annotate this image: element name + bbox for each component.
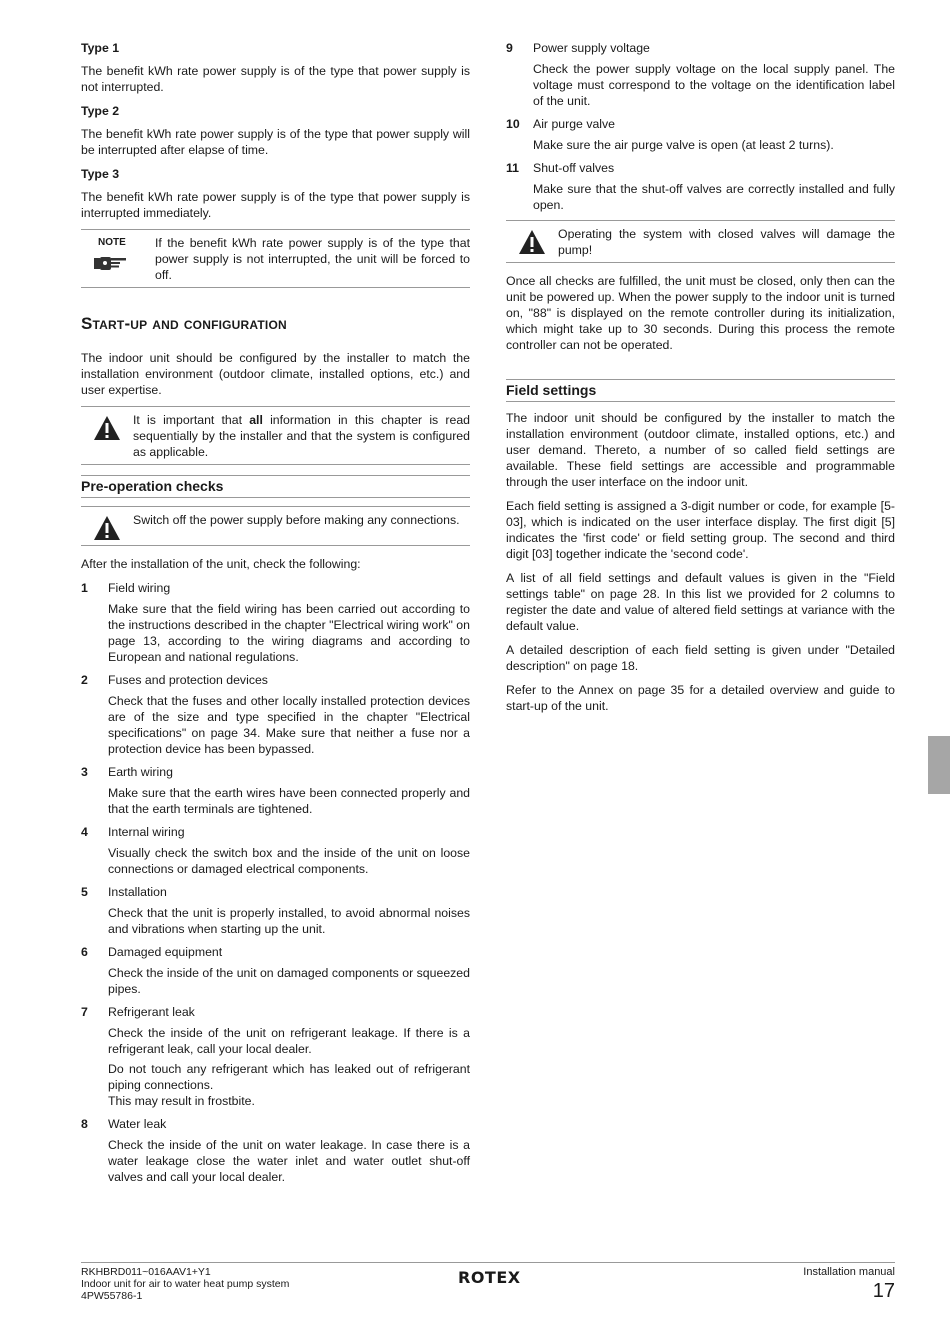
check-text: Visually check the switch box and the inside of the unit on loose connections or damaged electrical components.	[108, 846, 470, 876]
check-number: 9	[506, 41, 513, 55]
warning-text: Switch off the power supply before making any connections.	[133, 513, 460, 527]
check-list-right	[506, 40, 895, 213]
rotex-logo: ROTEX	[458, 1268, 521, 1287]
footer-divider	[81, 1262, 895, 1263]
type-2	[81, 103, 470, 158]
type-text: The benefit kWh rate power supply is of the type that power supply is not interrupted.	[81, 64, 470, 94]
check-text-extra: Do not touch any refrigerant which has leaked out of refrigerant piping connections.	[108, 1062, 470, 1092]
check-item	[506, 160, 895, 213]
footer-description: Indoor unit for air to water heat pump system	[81, 1278, 290, 1290]
warning-icon-cell	[81, 412, 133, 460]
type-title: Type 3	[81, 167, 120, 181]
check-title: Air purge valve	[533, 117, 616, 131]
check-title: Shut-off valves	[533, 161, 615, 175]
check-item	[81, 884, 470, 937]
check-title: Internal wiring	[108, 825, 185, 839]
check-number: 2	[81, 673, 88, 687]
warning-text-pre: It is important that	[133, 413, 250, 427]
check-title: Installation	[108, 885, 167, 899]
field-paragraph: Refer to the Annex on page 35 for a detailed overview and guide to start-up of the unit.	[506, 683, 895, 713]
check-title: Power supply voltage	[533, 41, 650, 55]
check-number: 8	[81, 1117, 88, 1131]
footer-left	[81, 1266, 289, 1302]
check-item	[506, 116, 895, 153]
check-item	[506, 40, 895, 109]
note-label: NOTE	[98, 237, 126, 248]
check-number: 4	[81, 825, 88, 839]
warning-icon-cell	[81, 512, 133, 541]
type-text: The benefit kWh rate power supply is of the type that power supply will be interrupted after elapse of time.	[81, 127, 470, 157]
check-item	[81, 1004, 470, 1109]
check-text: Make sure that the field wiring has been carried out according to the instructions described in the chapter "Electrical wiring work" on page 13, according to the wiring diagrams and according to European and national regulations.	[108, 602, 470, 664]
page-number: 17	[872, 1280, 895, 1302]
warning-text	[133, 412, 470, 460]
footer-model: RKHBRD011~016AAV1+Y1	[81, 1266, 211, 1278]
check-title: Fuses and protection devices	[108, 673, 268, 687]
check-number: 6	[81, 945, 88, 959]
footer-manual: Installation manual	[803, 1266, 895, 1278]
warning-callout-switch-off	[81, 506, 470, 546]
check-text: Check the power supply voltage on the local supply panel. The voltage must correspond to the voltage on the identification label of the unit.	[533, 62, 895, 108]
after-checks-text: Once all checks are fulfilled, the unit must be closed, only then can the unit be powered up. When the power supply to the indoor unit is turned on, "88" is displayed on the remote controller during its initialization, which might take up to 30 seconds. During this process the remote controller can not be operated.	[506, 274, 895, 352]
check-text: Check that the fuses and other locally installed protection devices are of the size and type specified in the chapter "Electrical specifications" on page 34. Make sure that neither a fuse nor a protection device has been bypassed.	[108, 694, 470, 756]
field-paragraph: Each field setting is assigned a 3-digit number or code, for example [5-03], which is indicated on the user interface display. The first digit [5] indicates the 'first code' or field setting group. The second and third digit [03] together indicate the 'second code'.	[506, 499, 895, 561]
check-text: Check the inside of the unit on damaged components or squeezed pipes.	[108, 966, 470, 996]
check-item	[81, 672, 470, 757]
check-number: 11	[506, 161, 519, 175]
warning-text-bold: all	[249, 413, 263, 427]
check-title: Water leak	[108, 1117, 167, 1131]
type-text: The benefit kWh rate power supply is of the type that power supply is interrupted immediately.	[81, 190, 470, 220]
check-text: Make sure the air purge valve is open (at least 2 turns).	[533, 138, 834, 152]
check-number: 3	[81, 765, 88, 779]
check-item	[81, 1116, 470, 1185]
check-number: 5	[81, 885, 88, 899]
check-item	[81, 764, 470, 817]
section-title-startup: Start-up and configuration	[81, 314, 287, 333]
check-number: 1	[81, 581, 88, 595]
warning-text: Operating the system with closed valves will damage the pump!	[558, 227, 895, 257]
check-text: Check the inside of the unit on refrigerant leakage. If there is a refrigerant leak, call your local dealer.	[108, 1026, 470, 1056]
check-title: Damaged equipment	[108, 945, 223, 959]
subsection-title-preop: Pre-operation checks	[81, 475, 470, 498]
note-icon-cell	[81, 235, 155, 283]
check-list-left	[81, 580, 470, 1185]
warning-icon	[93, 415, 121, 441]
right-column	[506, 40, 895, 722]
warning-icon	[93, 515, 121, 541]
pointing-hand-icon	[94, 255, 128, 271]
warning-text-post: information in this chapter is read sequentially by the installer and that the system is configured as applicable.	[133, 413, 470, 459]
check-item	[81, 580, 470, 665]
footer-right	[803, 1266, 895, 1302]
note-callout	[81, 229, 470, 288]
check-item	[81, 944, 470, 997]
subsection-title-field-settings: Field settings	[506, 379, 895, 402]
check-number: 7	[81, 1005, 88, 1019]
check-text-extra: This may result in frostbite.	[108, 1094, 255, 1108]
check-text: Make sure that the earth wires have been connected properly and that the earth terminals are tightened.	[108, 786, 470, 816]
check-text: Check that the unit is properly installed, to avoid abnormal noises and vibrations when starting up the unit.	[108, 906, 470, 936]
check-title: Earth wiring	[108, 765, 173, 779]
type-title: Type 2	[81, 104, 120, 118]
left-column	[81, 40, 470, 1192]
type-3	[81, 166, 470, 221]
type-title: Type 1	[81, 41, 120, 55]
note-text: If the benefit kWh rate power supply is of the type that power supply is not interrupted, the unit will be forced to off.	[155, 236, 470, 282]
field-paragraph: A detailed description of each field setting is given under "Detailed description" on page 18.	[506, 643, 895, 673]
check-number: 10	[506, 117, 520, 131]
check-title: Refrigerant leak	[108, 1005, 195, 1019]
side-tab-marker	[928, 736, 950, 794]
type-1	[81, 40, 470, 95]
field-paragraph: The indoor unit should be configured by the installer to match the installation environment (outdoor climate, installed options, etc.) and user demand. Thereto, a number of so called field settings are available. These field settings are accessible and programmable through the user interface on the indoor unit.	[506, 411, 895, 489]
footer-doc-code: 4PW55786-1	[81, 1290, 143, 1302]
warning-icon	[518, 229, 546, 255]
warning-icon-cell	[506, 226, 558, 258]
check-title: Field wiring	[108, 581, 171, 595]
check-item	[81, 824, 470, 877]
preop-intro: After the installation of the unit, check the following:	[81, 557, 361, 571]
check-text: Make sure that the shut-off valves are correctly installed and fully open.	[533, 182, 895, 212]
field-paragraph: A list of all field settings and default values is given in the "Field settings table" on page 28. In this list we provided for 2 columns to register the date and value of altered field settings at variance with the default value.	[506, 571, 895, 633]
warning-callout-closed-valves	[506, 220, 895, 263]
startup-intro: The indoor unit should be configured by the installer to match the installation environment (outdoor climate, installed options, etc.) and user expertise.	[81, 351, 470, 397]
check-text: Check the inside of the unit on water leakage. In case there is a water leakage close the water inlet and water outlet shut-off valves and call your local dealer.	[108, 1138, 470, 1184]
warning-callout-all-information	[81, 406, 470, 465]
